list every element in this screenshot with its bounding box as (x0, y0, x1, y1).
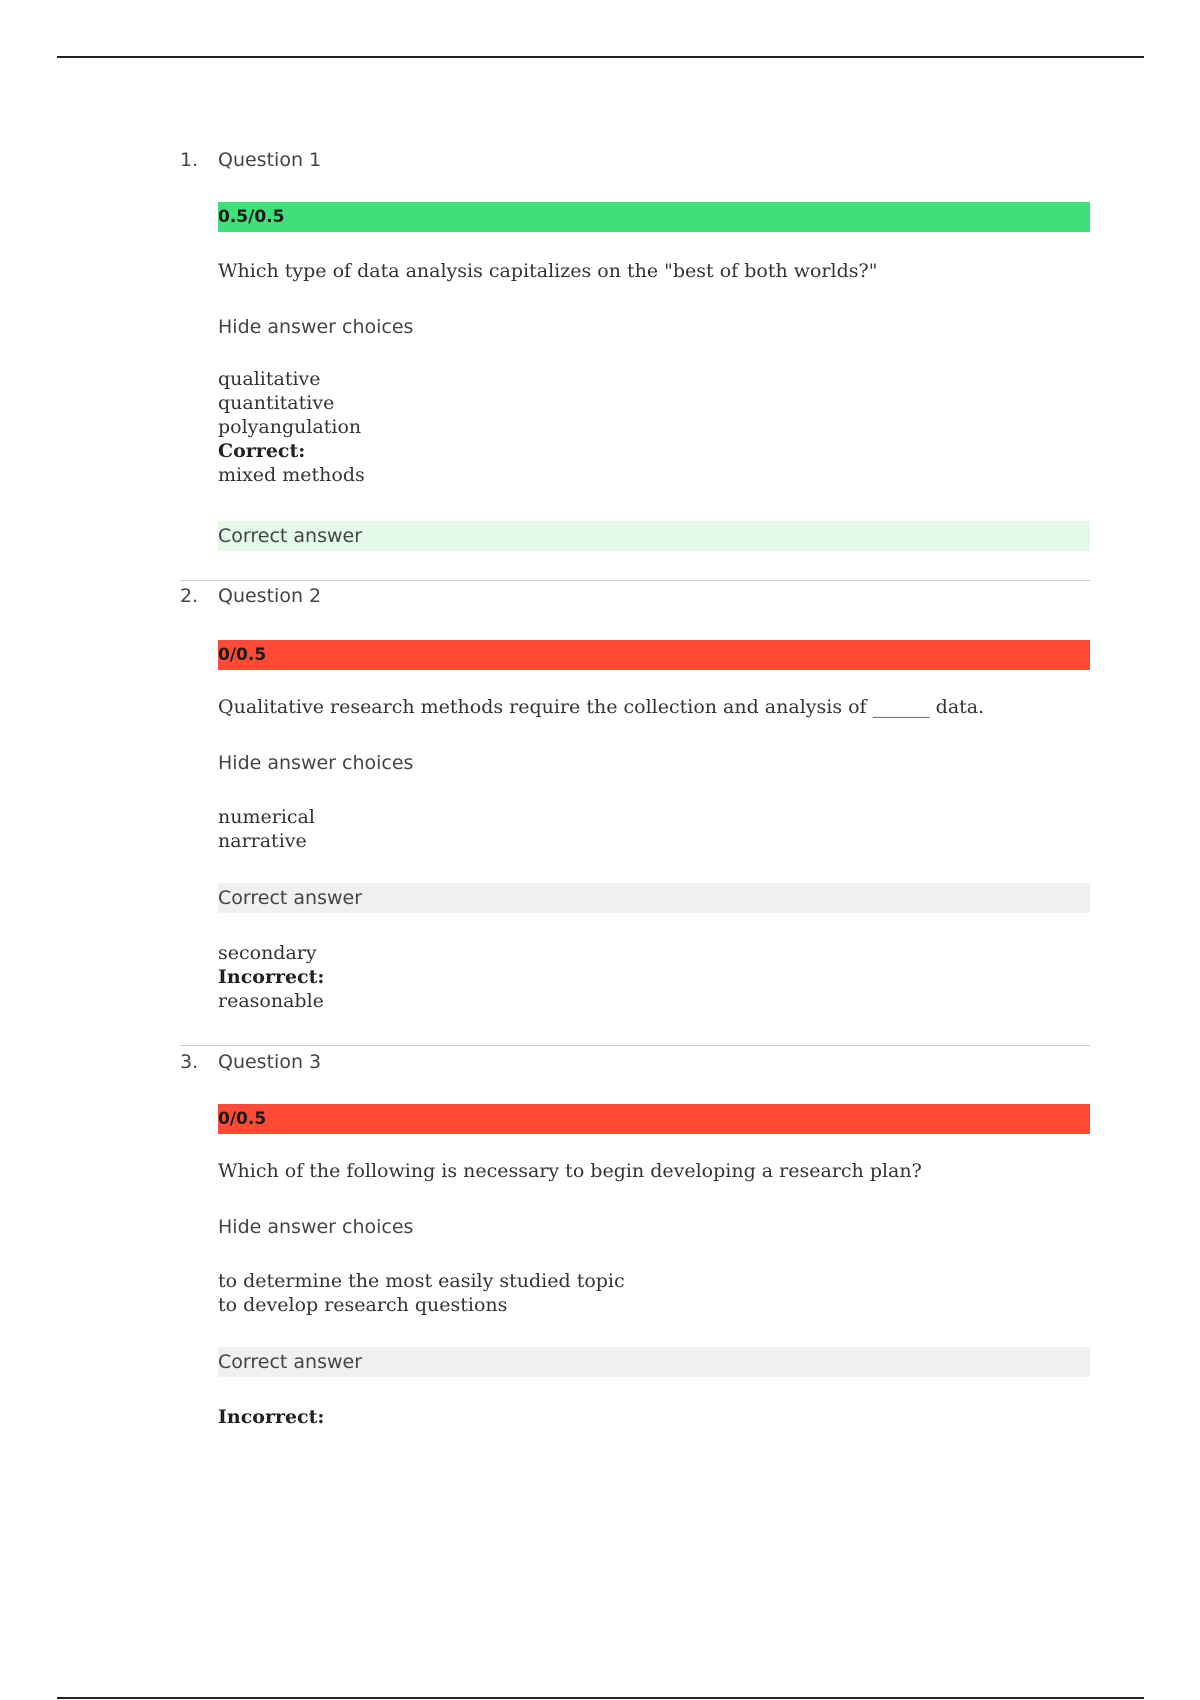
question-divider (180, 1045, 1090, 1046)
page-top-rule (57, 56, 1144, 58)
correct-answer-label: Correct answer (218, 525, 363, 547)
score-value: 0/0.5 (218, 1109, 267, 1129)
correct-answer-label: Correct answer (218, 887, 363, 909)
correct-answer-banner (218, 1347, 1090, 1377)
question-title: Question 1 (218, 149, 322, 171)
question-title: Question 2 (218, 585, 322, 607)
score-badge (218, 640, 1090, 670)
score-badge (218, 202, 1090, 232)
answer-choices (218, 941, 1078, 1013)
hide-answer-choices-toggle[interactable]: Hide answer choices (218, 752, 414, 774)
correct-marker: Correct: (218, 440, 306, 462)
page-bottom-rule (57, 1697, 1144, 1699)
answer-choice: qualitative (218, 368, 321, 390)
hide-answer-choices-toggle[interactable]: Hide answer choices (218, 316, 414, 338)
answer-choice: secondary (218, 942, 317, 964)
answer-choice-selected: mixed methods (218, 464, 365, 486)
answer-choice: quantitative (218, 392, 335, 414)
question-number: 1. (180, 149, 199, 171)
question-text: Which of the following is necessary to begin developing a research plan? (218, 1160, 922, 1182)
question-text: Qualitative research methods require the collection and analysis of ______ data. (218, 696, 985, 718)
answer-choices (218, 1405, 1078, 1429)
answer-choice: to determine the most easily studied topic (218, 1270, 625, 1292)
incorrect-marker: Incorrect: (218, 966, 325, 988)
score-value: 0/0.5 (218, 645, 267, 665)
answer-choice: polyangulation (218, 416, 362, 438)
question-divider (180, 580, 1090, 581)
question-number: 2. (180, 585, 199, 607)
score-badge (218, 1104, 1090, 1134)
correct-answer-banner (218, 521, 1090, 551)
question-number: 3. (180, 1051, 199, 1073)
answer-choices (218, 805, 1078, 853)
hide-answer-choices-toggle[interactable]: Hide answer choices (218, 1216, 414, 1238)
answer-choice: to develop research questions (218, 1294, 508, 1316)
question-text: Which type of data analysis capitalizes on the "best of both worlds?" (218, 260, 878, 282)
answer-choices (218, 1269, 1078, 1317)
score-value: 0.5/0.5 (218, 207, 285, 227)
correct-answer-banner (218, 883, 1090, 913)
answer-choice: numerical (218, 806, 315, 828)
answer-choices (218, 367, 1078, 487)
answer-choice-selected: reasonable (218, 990, 324, 1012)
incorrect-marker: Incorrect: (218, 1406, 325, 1428)
correct-answer-label: Correct answer (218, 1351, 363, 1373)
question-title: Question 3 (218, 1051, 322, 1073)
answer-choice: narrative (218, 830, 307, 852)
